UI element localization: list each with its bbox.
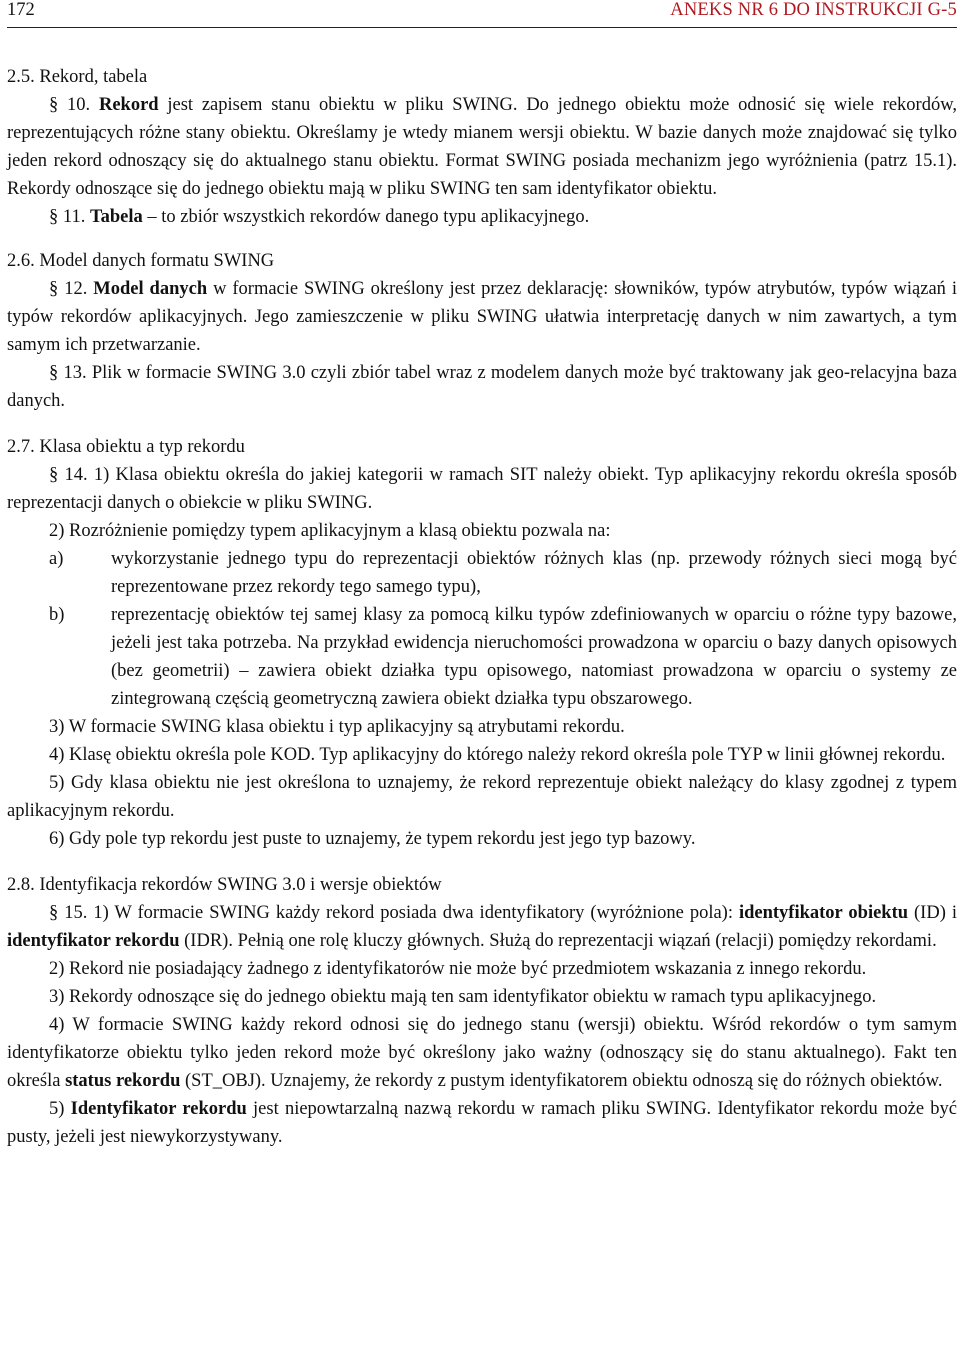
term-model-danych: Model danych bbox=[93, 279, 208, 299]
list-item-label: a) bbox=[49, 549, 64, 569]
spacer bbox=[7, 415, 957, 433]
paragraph-15-1 bbox=[7, 899, 957, 955]
para-text: 4) W formacie SWING każdy rekord odnosi się do jednego stanu (wersji) obiektu. Wśród rekordów o tym samym identyfikatorze obiektu tylko jeden rekord może być określony jako ważny (odnoszący się do stanu aktualnego). Fakt ten określa bbox=[7, 1015, 957, 1091]
paragraph-15-5 bbox=[7, 1095, 957, 1151]
paragraph-14-2: 2) Rozróżnienie pomiędzy typem aplikacyjnym a klasą obiektu pozwala na: bbox=[49, 521, 611, 541]
paragraph-14-3: 3) W formacie SWING klasa obiektu i typ aplikacyjny są atrybutami rekordu. bbox=[49, 717, 625, 737]
paragraph-12 bbox=[7, 275, 957, 359]
paragraph-14-5: 5) Gdy klasa obiektu nie jest określona to uznajemy, że rekord reprezentuje obiekt należący do klasy zgodnej z typem aplikacyjnym rekordu. bbox=[7, 773, 957, 821]
page-header bbox=[7, 0, 957, 28]
para-text: § 15. 1) W formacie SWING każdy rekord posiada dwa identyfikatory (wyróżnione pola): bbox=[49, 903, 739, 923]
paragraph-14-1: § 14. 1) Klasa obiektu określa do jakiej kategorii w ramach SIT należy obiekt. Typ aplikacyjny rekordu określa sposób reprezentacji danych o obiekcie w pliku SWING. bbox=[7, 465, 957, 513]
para-lead: § 12. bbox=[49, 279, 94, 299]
spacer bbox=[7, 231, 957, 247]
section-heading-2-5: 2.5. Rekord, tabela bbox=[7, 67, 148, 87]
paragraph-14-4: 4) Klasę obiektu określa pole KOD. Typ aplikacyjny do którego należy rekord określa pole TYP w linii głównej rekordu. bbox=[49, 745, 946, 765]
section-heading-2-6: 2.6. Model danych formatu SWING bbox=[7, 251, 275, 271]
paragraph-11 bbox=[7, 203, 957, 231]
paragraph-15-4 bbox=[7, 1011, 957, 1095]
paragraph-14-6: 6) Gdy pole typ rekordu jest puste to uznajemy, że typem rekordu jest jego typ bazowy. bbox=[49, 829, 696, 849]
term-rekord: Rekord bbox=[98, 95, 159, 115]
para-lead: § 10. bbox=[49, 95, 99, 115]
term-status-rekordu: status rekordu bbox=[65, 1071, 181, 1091]
list-item-text: wykorzystanie jednego typu do reprezentacji obiektów różnych klas (np. przewody różnych sieci mogą być reprezentowane przez rekordy tego samego typu), bbox=[111, 549, 957, 597]
paragraph-15-2: 2) Rekord nie posiadający żadnego z identyfikatorów nie może być przedmiotem wskazania z innego rekordu. bbox=[49, 959, 867, 979]
para-text: w formacie SWING określony jest przez deklarację: słowników, typów atrybutów, typów wiązań i typów rekordów aplikacyjnych. Jego zamieszczenie w pliku SWING ułatwia interpretację danych w nim zawartych, a tym samym ich przetwarzanie. bbox=[7, 279, 958, 355]
running-title: ANEKS NR 6 DO INSTRUKCJI G-5 bbox=[670, 0, 957, 20]
list-item-text: reprezentację obiektów tej samej klasy za pomocą kilku typów zdefiniowanych w oparciu o różne typy bazowe, jeżeli jest taka potrzeba. Na przykład ewidencja nieruchomości prowadzona w oparciu o bazy danych opisowych (bez geometrii) – zawiera obiekt działka typu opisowego, natomiast prowadzona w oparciu o systemy ze zintegrowaną częścią geometryczną zawiera obiekt działka typu obszarowego. bbox=[111, 605, 957, 709]
list-item bbox=[7, 601, 957, 713]
term-identyfikator-rekordu: identyfikator rekordu bbox=[7, 931, 180, 951]
para-text: jest niepowtarzalną nazwą rekordu w ramach pliku SWING. Identyfikator rekordu może być pusty, jeżeli jest niewykorzystywany. bbox=[7, 1099, 957, 1147]
section-heading-2-7: 2.7. Klasa obiektu a typ rekordu bbox=[7, 437, 245, 457]
page-number: 172 bbox=[7, 0, 35, 20]
para-lead: § 11. bbox=[49, 207, 90, 227]
para-text: jest zapisem stanu obiektu w pliku SWING. Do jednego obiektu może odnosić się wiele rekordów, reprezentujących różne stany obiektu. Określamy je wtedy mianem wersji obiektu. W bazie danych może znajdować się tylko jeden rekord odnoszący się do aktualnego stanu obiektu. Format SWING posiada mechanizm jego wyróżnienia (patrz 15.1). Rekordy odnoszące się do jednego obiektu mają w pliku SWING ten sam identyfikator obiektu. bbox=[7, 95, 958, 199]
list-item bbox=[7, 545, 957, 601]
para-text: (ID) i bbox=[908, 903, 957, 923]
paragraph-10 bbox=[7, 91, 957, 203]
term-identyfikator-rekordu: Identyfikator rekordu bbox=[70, 1099, 247, 1119]
paragraph-15-3: 3) Rekordy odnoszące się do jednego obiektu mają ten sam identyfikator obiektu w ramach typu aplikacyjnego. bbox=[49, 987, 877, 1007]
paragraph-13: § 13. Plik w formacie SWING 3.0 czyli zbiór tabel wraz z modelem danych może być traktowany jak geo-relacyjna baza danych. bbox=[7, 363, 957, 411]
para-text: 5) bbox=[49, 1099, 71, 1119]
section-heading-2-8: 2.8. Identyfikacja rekordów SWING 3.0 i wersje obiektów bbox=[7, 875, 442, 895]
para-text: (IDR). Pełnią one rolę kluczy głównych. Służą do reprezentacji wiązań (relacji) pomiędzy rekordami. bbox=[179, 931, 937, 951]
term-tabela: Tabela bbox=[89, 207, 143, 227]
page-content bbox=[7, 63, 957, 1151]
spacer bbox=[7, 853, 957, 871]
term-identyfikator-obiektu: identyfikator obiektu bbox=[738, 903, 909, 923]
list-item-label: b) bbox=[49, 605, 65, 625]
para-text: – to zbiór wszystkich rekordów danego typu aplikacyjnego. bbox=[142, 207, 590, 227]
list-14 bbox=[7, 545, 957, 713]
para-text: (ST_OBJ). Uznajemy, że rekordy z pustym identyfikatorem obiektu odnoszą się do różnych obiektów. bbox=[180, 1071, 943, 1091]
